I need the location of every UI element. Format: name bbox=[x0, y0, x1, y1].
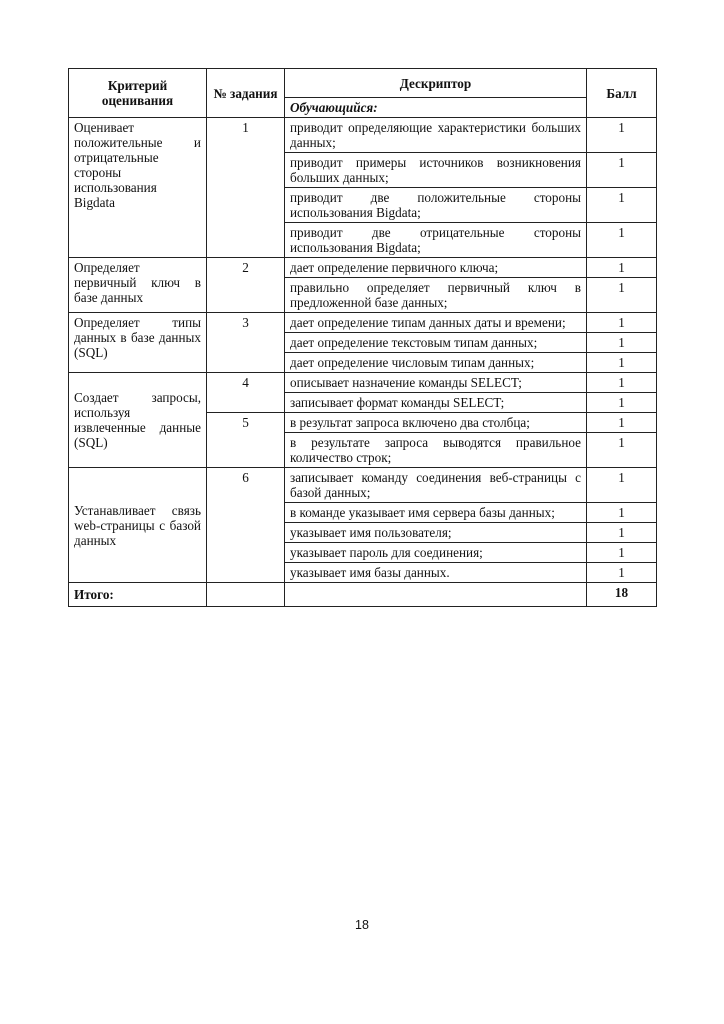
total-row bbox=[69, 583, 657, 607]
table-row bbox=[69, 373, 657, 393]
table-row bbox=[69, 468, 657, 503]
criterion-cell: Определяет типы данных в базе данных (SQL) bbox=[69, 313, 207, 373]
descriptor-cell: дает определение числовым типам данных; bbox=[285, 353, 587, 373]
student-label: Обучающийся: bbox=[285, 98, 587, 118]
descriptor-cell: описывает назначение команды SELECT; bbox=[285, 373, 587, 393]
descriptor-cell: приводит две положительные стороны использования Bigdata; bbox=[285, 188, 587, 223]
score-cell: 1 bbox=[587, 393, 657, 413]
table-row bbox=[69, 118, 657, 153]
total-empty-descriptor bbox=[285, 583, 587, 607]
descriptor-cell: в результат запроса включено два столбца; bbox=[285, 413, 587, 433]
descriptor-cell: записывает команду соединения веб-страницы с базой данных; bbox=[285, 468, 587, 503]
descriptor-cell: дает определение типам данных даты и времени; bbox=[285, 313, 587, 333]
header-descriptor: Дескриптор bbox=[285, 69, 587, 98]
descriptor-cell: приводит две отрицательные стороны использования Bigdata; bbox=[285, 223, 587, 258]
assessment-rubric-table bbox=[68, 68, 657, 607]
score-cell: 1 bbox=[587, 118, 657, 153]
descriptor-cell: правильно определяет первичный ключ в предложенной базе данных; bbox=[285, 278, 587, 313]
descriptor-cell: приводит примеры источников возникновения больших данных; bbox=[285, 153, 587, 188]
criterion-cell: Оценивает положительные и отрицательные стороны использования Bigdata bbox=[69, 118, 207, 258]
descriptor-cell: приводит определяющие характеристики больших данных; bbox=[285, 118, 587, 153]
criterion-cell: Определяет первичный ключ в базе данных bbox=[69, 258, 207, 313]
descriptor-cell: дает определение текстовым типам данных; bbox=[285, 333, 587, 353]
header-task-number: № задания bbox=[207, 69, 285, 118]
score-cell: 1 bbox=[587, 258, 657, 278]
criterion-cell: Создает запросы, используя извлеченные данные (SQL) bbox=[69, 373, 207, 468]
score-cell: 1 bbox=[587, 353, 657, 373]
criterion-cell: Устанавливает связь web-страницы с базой данных bbox=[69, 468, 207, 583]
score-cell: 1 bbox=[587, 278, 657, 313]
score-cell: 1 bbox=[587, 468, 657, 503]
score-cell: 1 bbox=[587, 563, 657, 583]
descriptor-cell: дает определение первичного ключа; bbox=[285, 258, 587, 278]
score-cell: 1 bbox=[587, 313, 657, 333]
score-cell: 1 bbox=[587, 543, 657, 563]
score-cell: 1 bbox=[587, 433, 657, 468]
score-cell: 1 bbox=[587, 413, 657, 433]
header-score: Балл bbox=[587, 69, 657, 118]
descriptor-cell: указывает имя пользователя; bbox=[285, 523, 587, 543]
score-cell: 1 bbox=[587, 223, 657, 258]
descriptor-cell: указывает пароль для соединения; bbox=[285, 543, 587, 563]
score-cell: 1 bbox=[587, 523, 657, 543]
score-cell: 1 bbox=[587, 503, 657, 523]
total-empty-task bbox=[207, 583, 285, 607]
descriptor-cell: записывает формат команды SELECT; bbox=[285, 393, 587, 413]
task-number-cell: 6 bbox=[207, 468, 285, 583]
task-number-cell: 3 bbox=[207, 313, 285, 373]
page-number: 18 bbox=[355, 918, 369, 932]
task-number-cell: 2 bbox=[207, 258, 285, 313]
total-label: Итого: bbox=[69, 583, 207, 607]
table-row bbox=[69, 258, 657, 278]
score-cell: 1 bbox=[587, 333, 657, 353]
task-number-cell: 1 bbox=[207, 118, 285, 258]
descriptor-cell: указывает имя базы данных. bbox=[285, 563, 587, 583]
task-number-cell: 4 bbox=[207, 373, 285, 413]
score-cell: 1 bbox=[587, 153, 657, 188]
task-number-cell: 5 bbox=[207, 413, 285, 468]
rubric-body bbox=[69, 118, 657, 583]
table-row bbox=[69, 313, 657, 333]
descriptor-cell: в команде указывает имя сервера базы данных; bbox=[285, 503, 587, 523]
descriptor-cell: в результате запроса выводятся правильное количество строк; bbox=[285, 433, 587, 468]
total-score: 18 bbox=[587, 583, 657, 607]
header-criterion: Критерий оценивания bbox=[69, 69, 207, 118]
score-cell: 1 bbox=[587, 188, 657, 223]
score-cell: 1 bbox=[587, 373, 657, 393]
